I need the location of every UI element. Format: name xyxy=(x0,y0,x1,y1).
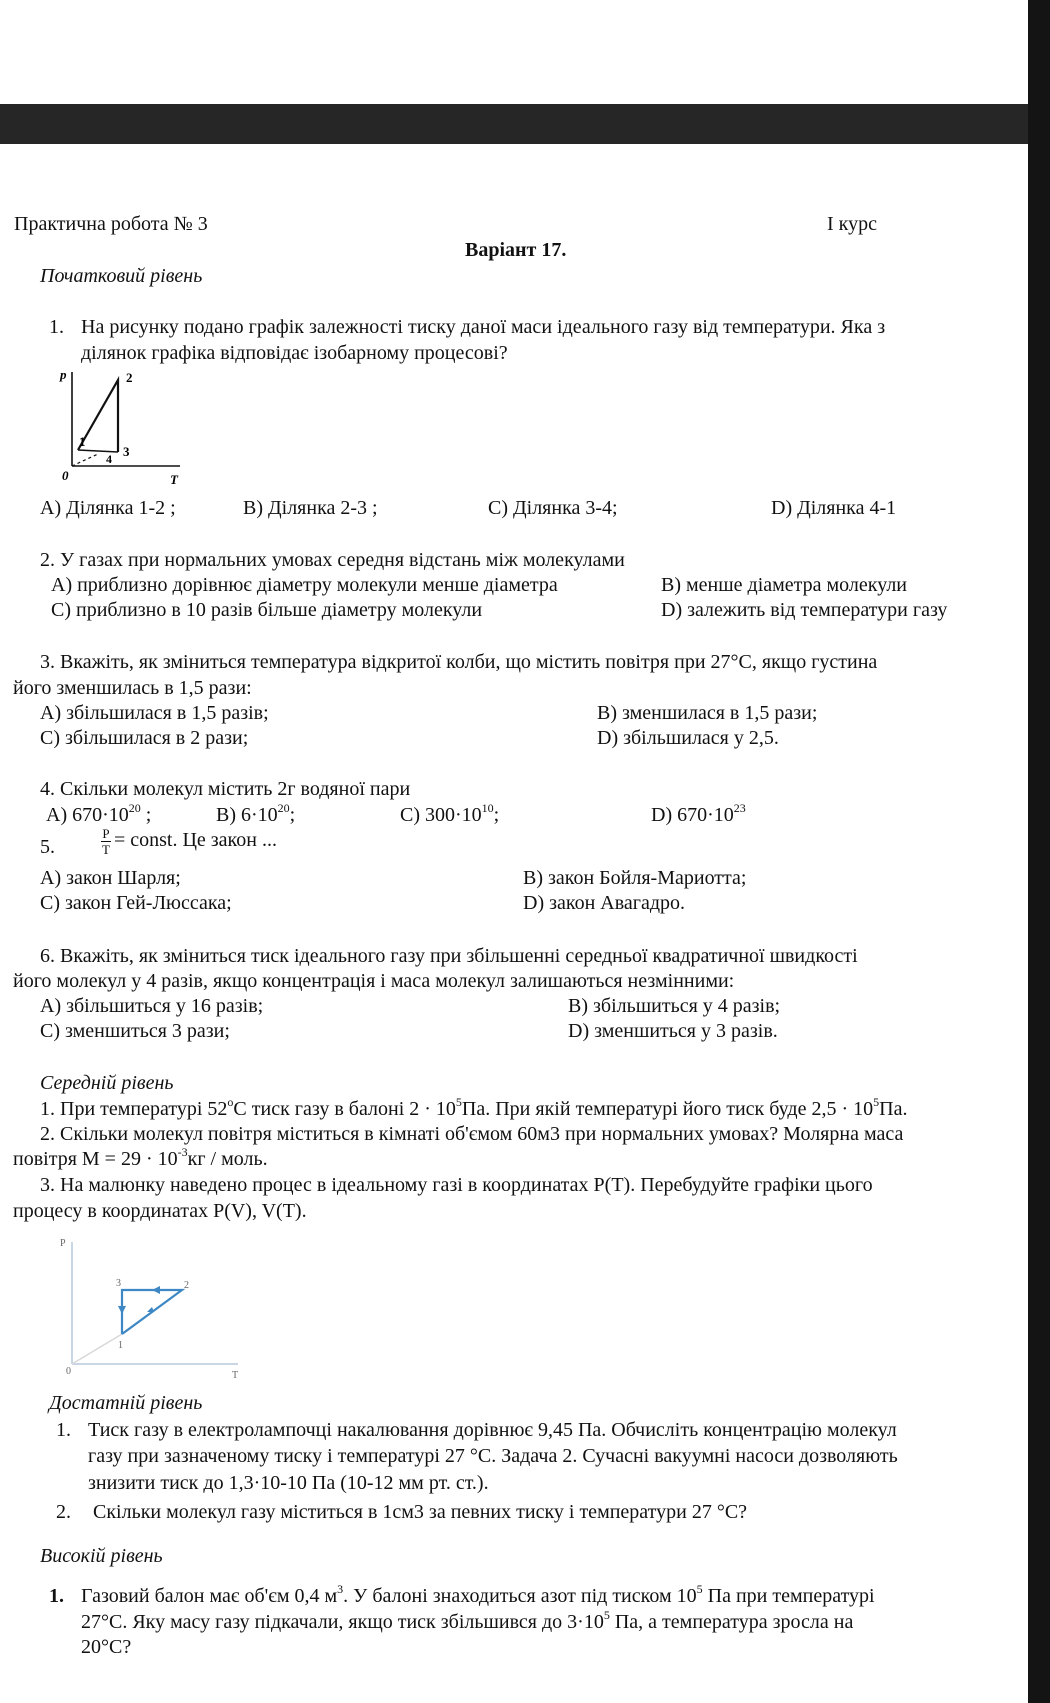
q1-text-line1: На рисунку подано графік залежності тиску даної маси ідеального газу від температури. Яка з xyxy=(81,316,886,338)
q1-graph-point-1: 1 xyxy=(79,434,86,449)
q1-graph-x-label: T xyxy=(170,472,178,487)
work-title: Практична робота № 3 xyxy=(14,213,208,235)
medium-q3-line2: процесу в координатах P(V), V(T). xyxy=(13,1200,307,1222)
sufficient-q1-line2: газу при зазначеному тиску і температурі 27 °С. Задача 2. Сучасні вакуумні насоси дозволяють xyxy=(88,1445,898,1467)
high-q1-line2: 27°С. Яку масу газу підкачали, якщо тиск збільшився до $3\cdot 10^5$ Па, а температура зросла на xyxy=(81,1608,854,1633)
q3-option-b: B) зменшилася в 1,5 рази; xyxy=(597,702,818,724)
medium-graph-point-2: 2 xyxy=(184,1280,189,1291)
q3-text-line2: його зменшилась в 1,5 рази: xyxy=(13,677,252,699)
medium-q2-line2: повітря $М = 29 \cdot 10^{-3}кг$ / моль. xyxy=(13,1145,268,1170)
q6-option-a: A) збільшиться у 16 разів; xyxy=(40,995,264,1017)
q5-option-c: C) закон Гей-Люссака; xyxy=(40,892,232,914)
q1-graph-point-3: 3 xyxy=(123,444,130,459)
high-q1-line1: Газовий балон має об'єм 0,4 $м^3$. У балоні знаходиться азот під тиском $10^5$ Па при температурі xyxy=(81,1582,875,1607)
q1-graph-dashed-line xyxy=(72,454,98,466)
q3-option-c: C) збільшилася в 2 рази; xyxy=(40,727,249,749)
course-label: І курс xyxy=(827,213,877,235)
q3-option-d: D) збільшилася у 2,5. xyxy=(597,727,779,749)
q1-graph-point-2: 2 xyxy=(126,370,133,385)
medium-graph-arrow-2-3 xyxy=(152,1286,160,1294)
q5-number: 5. xyxy=(40,836,55,858)
sufficient-q2-text: Скільки молекул газу міститься в 1см3 за певних тиску і температури 27 °С? xyxy=(93,1501,748,1523)
q1-pt-graph xyxy=(50,362,190,488)
high-q1-number: 1. xyxy=(49,1585,64,1607)
q4-option-a: A) $670\cdot 10^{20}$ ; xyxy=(46,801,152,826)
q1-option-b: B) Ділянка 2-3 ; xyxy=(243,497,378,519)
section-title-sufficient: Достатній рівень xyxy=(49,1392,203,1414)
high-q1-line3: 20°С? xyxy=(81,1636,132,1658)
medium-graph-dashed-line xyxy=(72,1334,122,1364)
sufficient-q1-line3: знизити тиск до 1,3·10-10 Па (10-12 мм рт. ст.). xyxy=(88,1472,489,1494)
q5-option-b: B) закон Бойля-Мариотта; xyxy=(523,867,747,889)
q2-text: 2. У газах при нормальних умовах середня відстань між молекулами xyxy=(40,549,625,571)
q1-graph-y-label: p xyxy=(60,367,67,382)
q6-option-d: D) зменшиться у 3 разів. xyxy=(568,1020,778,1042)
medium-graph-origin: 0 xyxy=(66,1366,71,1377)
sufficient-q1-number: 1. xyxy=(56,1419,71,1441)
q3-option-a: A) збільшилася в 1,5 разів; xyxy=(40,702,269,724)
q4-option-b: B) $6\cdot 10^{20}$; xyxy=(216,801,296,826)
q2-option-d: D) залежить від температури газу xyxy=(661,599,948,621)
q1-option-d: D) Ділянка 4-1 xyxy=(771,497,897,519)
section-title-medium: Середній рівень xyxy=(40,1072,174,1094)
section-title-initial: Початковий рівень xyxy=(40,265,203,287)
q6-option-c: C) зменшиться 3 рази; xyxy=(40,1020,230,1042)
medium-q1-text: 1. При температурі 52$^o$С тиск газу в балоні $2 \cdot 10^5Па$. При якій температурі його тиск буде $2,5 \cdot 10^5Па$. xyxy=(40,1095,908,1120)
q5-formula: $\frac{P}{T}$ = const. Це закон ... xyxy=(102,826,277,857)
medium-graph-point-1: 1 xyxy=(118,1340,123,1351)
medium-graph-point-3: 3 xyxy=(116,1278,121,1289)
medium-q3-line1: 3. На малюнку наведено процес в ідеальному газі в координатах P(T). Перебудуйте графіки цього xyxy=(40,1174,873,1196)
q5-option-d: D) закон Авагадро. xyxy=(523,892,686,914)
q6-option-b: B) збільшиться у 4 разів; xyxy=(568,995,781,1017)
q5-fraction: $\frac{P}{T}$ xyxy=(102,826,110,857)
right-dark-edge xyxy=(1028,0,1050,1703)
medium-graph-arrow-3-1 xyxy=(118,1306,126,1314)
variant-title: Варіант 17. xyxy=(465,239,567,261)
q2-option-b: B) менше діаметра молекули xyxy=(661,574,908,596)
q3-text-line1: 3. Вкажіть, як зміниться температура відкритої колби, що містить повітря при 27°C, якщо густина xyxy=(40,651,878,673)
q1-number: 1. xyxy=(49,316,64,338)
medium-q3-pt-graph xyxy=(56,1230,246,1378)
section-title-high: Високій рівень xyxy=(40,1545,163,1567)
q2-option-a: A) приблизно дорівнює діаметру молекули менше діаметра xyxy=(51,574,558,596)
q1-text-line2: ділянок графіка відповідає ізобарному процесові? xyxy=(81,342,508,364)
q2-option-c: C) приблизно в 10 разів більше діаметру молекули xyxy=(51,599,483,621)
q6-text-line1: 6. Вкажіть, як зміниться тиск ідеального газу при збільшенні середньої квадратичної швидкості xyxy=(40,945,858,967)
sufficient-q1-line1: Тиск газу в електролампочці накалювання дорівнює 9,45 Па. Обчисліть концентрацію молекул xyxy=(88,1419,897,1441)
q1-graph-point-4: 4 xyxy=(106,452,112,466)
medium-q2-line1: 2. Скільки молекул повітря міститься в кімнаті об'ємом 60м3 при нормальних умовах? Молярна маса xyxy=(40,1123,904,1145)
q6-text-line2: його молекул у 4 разів, якщо концентрація і маса молекул залишаються незмінними: xyxy=(13,970,735,992)
q5-option-a: A) закон Шарля; xyxy=(40,867,181,889)
q1-graph-origin: 0 xyxy=(62,468,69,483)
medium-graph-y-label: P xyxy=(60,1238,66,1249)
q1-option-a: A) Ділянка 1-2 ; xyxy=(40,497,176,519)
medium-graph-x-label: T xyxy=(232,1370,239,1378)
q1-option-c: C) Ділянка 3-4; xyxy=(488,497,618,519)
q4-option-c: C) $300\cdot 10^{10}$; xyxy=(400,801,500,826)
top-dark-band xyxy=(0,104,1028,144)
q4-text: 4. Скільки молекул містить 2г водяної пари xyxy=(40,778,411,800)
medium-graph-arrow-1-2 xyxy=(147,1307,154,1312)
sufficient-q2-number: 2. xyxy=(56,1501,71,1523)
q4-option-d: D) $670\cdot 10^{23}$ xyxy=(651,801,746,826)
q1-graph-line-4-1 xyxy=(78,450,118,452)
